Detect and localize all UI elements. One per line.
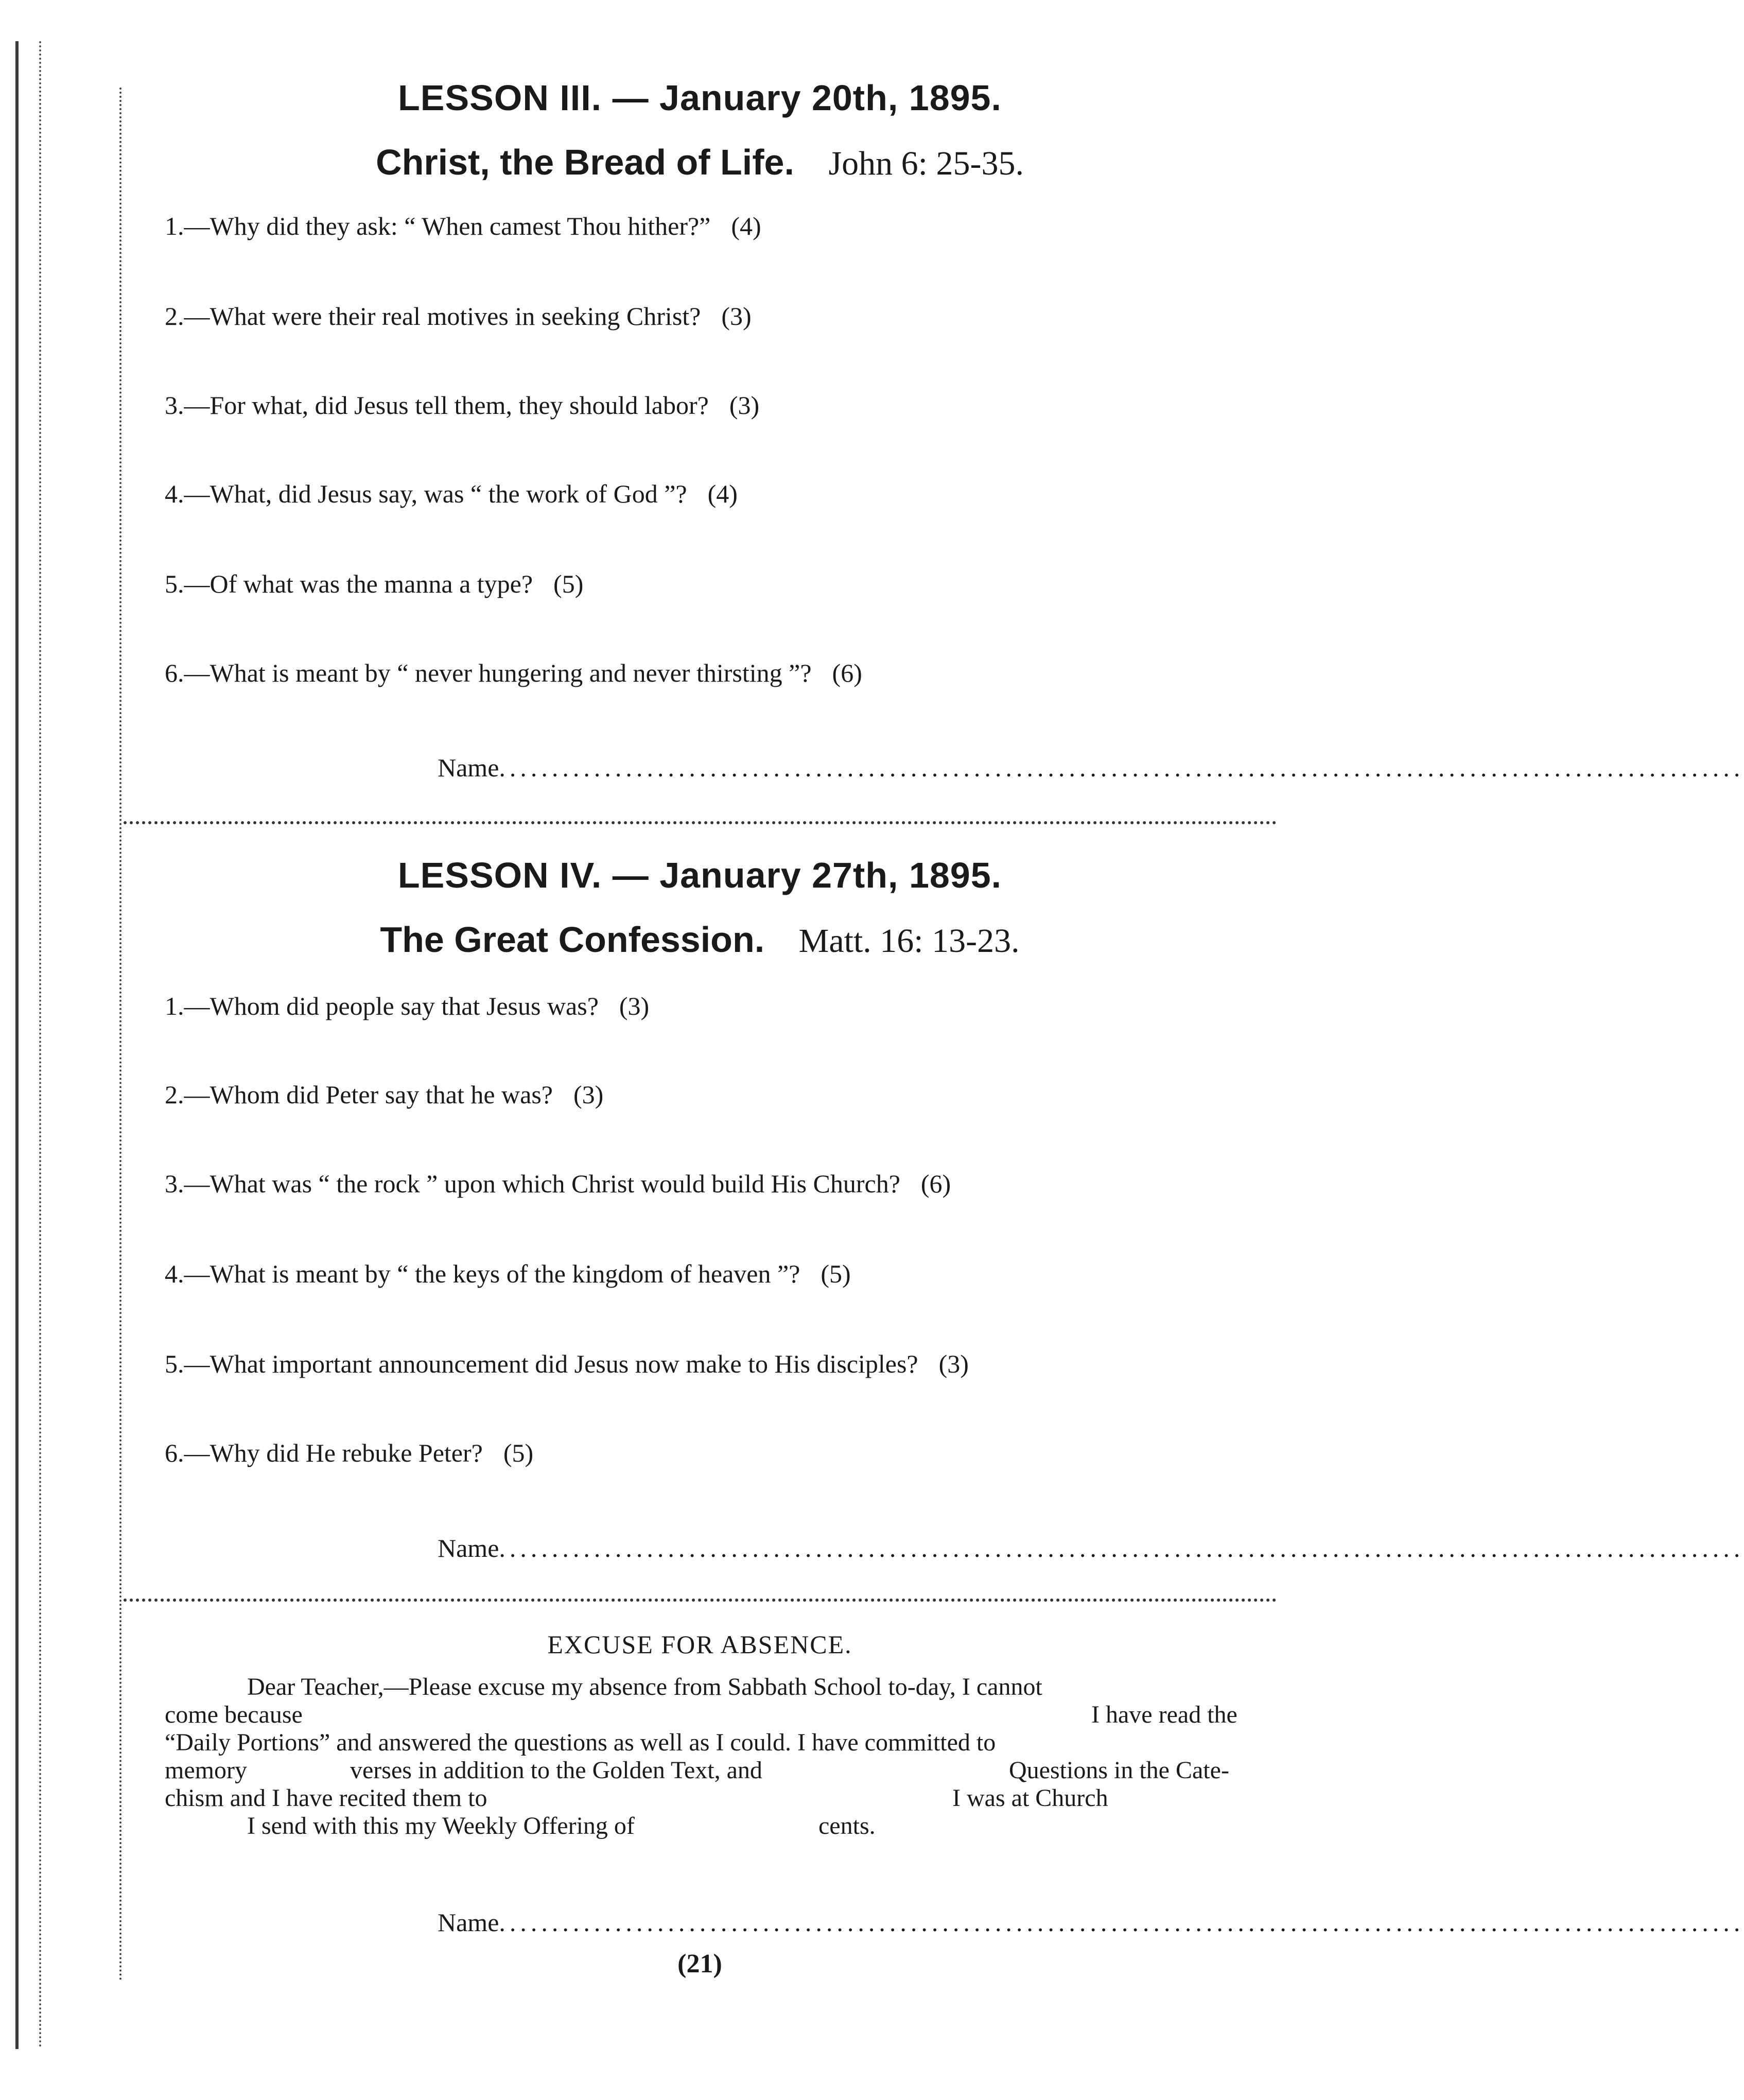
excuse-line-4a: memory — [165, 1757, 247, 1784]
lesson3-reference: John 6: 25-35. — [828, 145, 1024, 182]
lesson3-question-1: 1.—Why did they ask: “ When camest Thou hither?” (4) — [165, 212, 761, 240]
lesson4-title: The Great Confession. — [380, 919, 765, 960]
section-divider — [124, 1599, 1277, 1602]
excuse-line-2b: I have read the — [1091, 1701, 1237, 1728]
lesson3-subtitle — [0, 142, 1400, 183]
lesson4-reference: Matt. 16: 13-23. — [798, 922, 1020, 960]
lesson4-question-6: 6.—Why did He rebuke Peter? (5) — [165, 1438, 534, 1467]
lesson3-question-4: 4.—What, did Jesus say, was “ the work of God ”? (4) — [165, 479, 738, 508]
lesson4-subtitle — [0, 919, 1400, 961]
page-number: (21) — [677, 1949, 722, 1978]
lesson4-question-1: 1.—Whom did people say that Jesus was? (3) — [165, 992, 650, 1020]
excuse-line-5a: chism and I have recited them to — [165, 1784, 487, 1812]
lesson4-question-2: 2.—Whom did Peter say that he was? (3) — [165, 1080, 604, 1109]
lesson3-title: Christ, the Bread of Life. — [376, 142, 794, 182]
lesson3-question-5: 5.—Of what was the manna a type? (5) — [165, 569, 584, 598]
lesson3-question-2: 2.—What were their real motives in seeking Christ? (3) — [165, 302, 752, 331]
lesson4-name-line[interactable]: Name...................................................................................................................... — [438, 1534, 1744, 1563]
lesson4-question-4: 4.—What is meant by “ the keys of the kingdom of heaven ”? (5) — [165, 1259, 851, 1288]
excuse-title: EXCUSE FOR ABSENCE. — [547, 1630, 852, 1659]
lesson4-question-5: 5.—What important announcement did Jesus now make to His disciples? (3) — [165, 1349, 969, 1378]
lesson3-heading: LESSON III. — January 20th, 1895. — [398, 78, 1002, 118]
lesson3-name-line[interactable]: Name...................................................................................................................... — [438, 753, 1744, 782]
left-margin-rule — [119, 88, 121, 1982]
lesson3-question-3: 3.—For what, did Jesus tell them, they should labor? (3) — [165, 391, 760, 420]
lesson4-question-3: 3.—What was “ the rock ” upon which Christ would build His Church? (6) — [165, 1169, 951, 1198]
lesson4-heading: LESSON IV. — January 27th, 1895. — [397, 855, 1002, 895]
excuse-line-5b: I was at Church — [952, 1784, 1108, 1812]
section-divider — [124, 821, 1277, 824]
excuse-name-line[interactable]: Name...................................................................................................................... — [438, 1908, 1744, 1937]
excuse-line-6b: cents. — [818, 1812, 876, 1839]
excuse-line-2a: come because — [165, 1701, 303, 1728]
excuse-line-4b: verses in addition to the Golden Text, and — [350, 1757, 762, 1784]
excuse-line-1: Dear Teacher,—Please excuse my absence from Sabbath School to-day, I cannot — [247, 1673, 1042, 1700]
excuse-body — [165, 1673, 1277, 1840]
excuse-line-6a: I send with this my Weekly Offering of — [247, 1812, 635, 1839]
excuse-line-3: “Daily Portions” and answered the questions as well as I could. I have committed to — [165, 1729, 996, 1756]
excuse-line-4c: Questions in the Cate- — [1009, 1757, 1229, 1784]
page-binding-edge — [15, 41, 70, 2049]
lesson3-question-6: 6.—What is meant by “ never hungering and never thirsting ”? (6) — [165, 658, 862, 687]
